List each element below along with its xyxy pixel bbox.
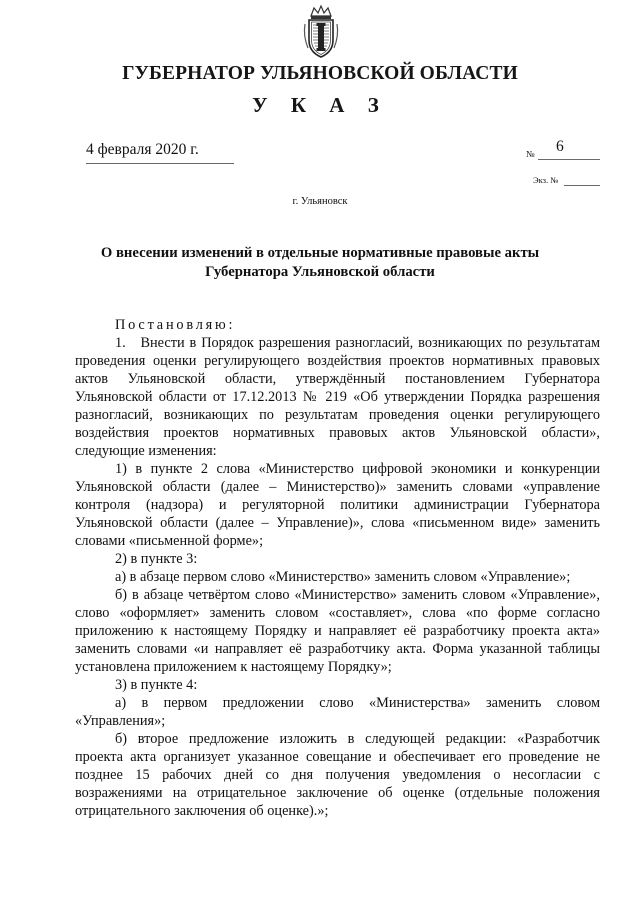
body-paragraph: 3) в пункте 4: [115, 677, 198, 693]
body-paragraph: б) в абзаце четвёртом слово «Министерство» заменить словом «Управление», слово «оформляет» заменить словом «составляет», слова «по форме согласно приложению к настоящему Порядку и направляет её разработчику проекта акта» заменить словами «и направляет её разработчику акта. Форма указанной таблицы установлена приложением к настоящему Порядку»; [75, 587, 600, 675]
document-type: У К А З [252, 93, 388, 117]
subject-line-2: Губернатора Ульяновской области [205, 264, 435, 280]
number-value: 6 [556, 138, 564, 155]
body-paragraph: 2) в пункте 3: [115, 551, 198, 567]
copy-number-underline [564, 185, 600, 186]
city: г. Ульяновск [292, 196, 348, 207]
body-paragraph: а) в первом предложении слово «Министерства» заменить словом «Управления»; [75, 695, 600, 729]
body-paragraph: а) в абзаце первом слово «Министерство» заменить словом «Управление»; [115, 569, 571, 585]
decree-number [526, 138, 600, 162]
ulyanovsk-coat-of-arms-icon [302, 4, 340, 60]
decree-date: 4 февраля 2020 г. [86, 141, 234, 164]
number-underline [538, 159, 600, 160]
copy-number-label: Экз. № [533, 175, 559, 185]
preamble-paragraph: Постановляю: [115, 317, 236, 333]
decree-body [75, 316, 600, 820]
number-sign: № [526, 149, 535, 159]
body-paragraph: 1. Внести в Порядок разрешения разногласий, возникающих по результатам проведения оценки регулирующего воздействия проектов нормативных правовых актов Ульяновской области, утверждённый постановлением Губернатора Ульяновской области от 17.12.2013 № 219 «Об утверждении Порядка разрешения разногласий, возникающих по результатам проведения оценки регулирующего воздействия проектов нормативных правовых актов Ульяновской области», следующие изменения: [75, 335, 600, 459]
decree-subject [70, 244, 570, 282]
copy-number [533, 175, 600, 189]
body-paragraph: б) второе предложение изложить в следующей редакции: «Разработчик проекта акта организует указанное совещание и обеспечивает его проведение не позднее 15 рабочих дней со дня получения уведомления о несогласии с возражениями на отрицательное заключение об оценке (отдельные положения отрицательного заключения об оценке).»; [75, 731, 600, 819]
body-paragraph: 1) в пункте 2 слова «Министерство цифровой экономики и конкуренции Ульяновской области (далее – Министерство)» заменить словами «управление контроля (надзора) и регуляторной политики администрации Губернатора Ульяновской области (далее – Управление)», слова «письменном виде» заменить словами «письменной форме»; [75, 461, 600, 549]
governor-title: ГУБЕРНАТОР УЛЬЯНОВСКОЙ ОБЛАСТИ [122, 63, 518, 84]
subject-line-1: О внесении изменений в отдельные нормативные правовые акты [100, 245, 540, 261]
